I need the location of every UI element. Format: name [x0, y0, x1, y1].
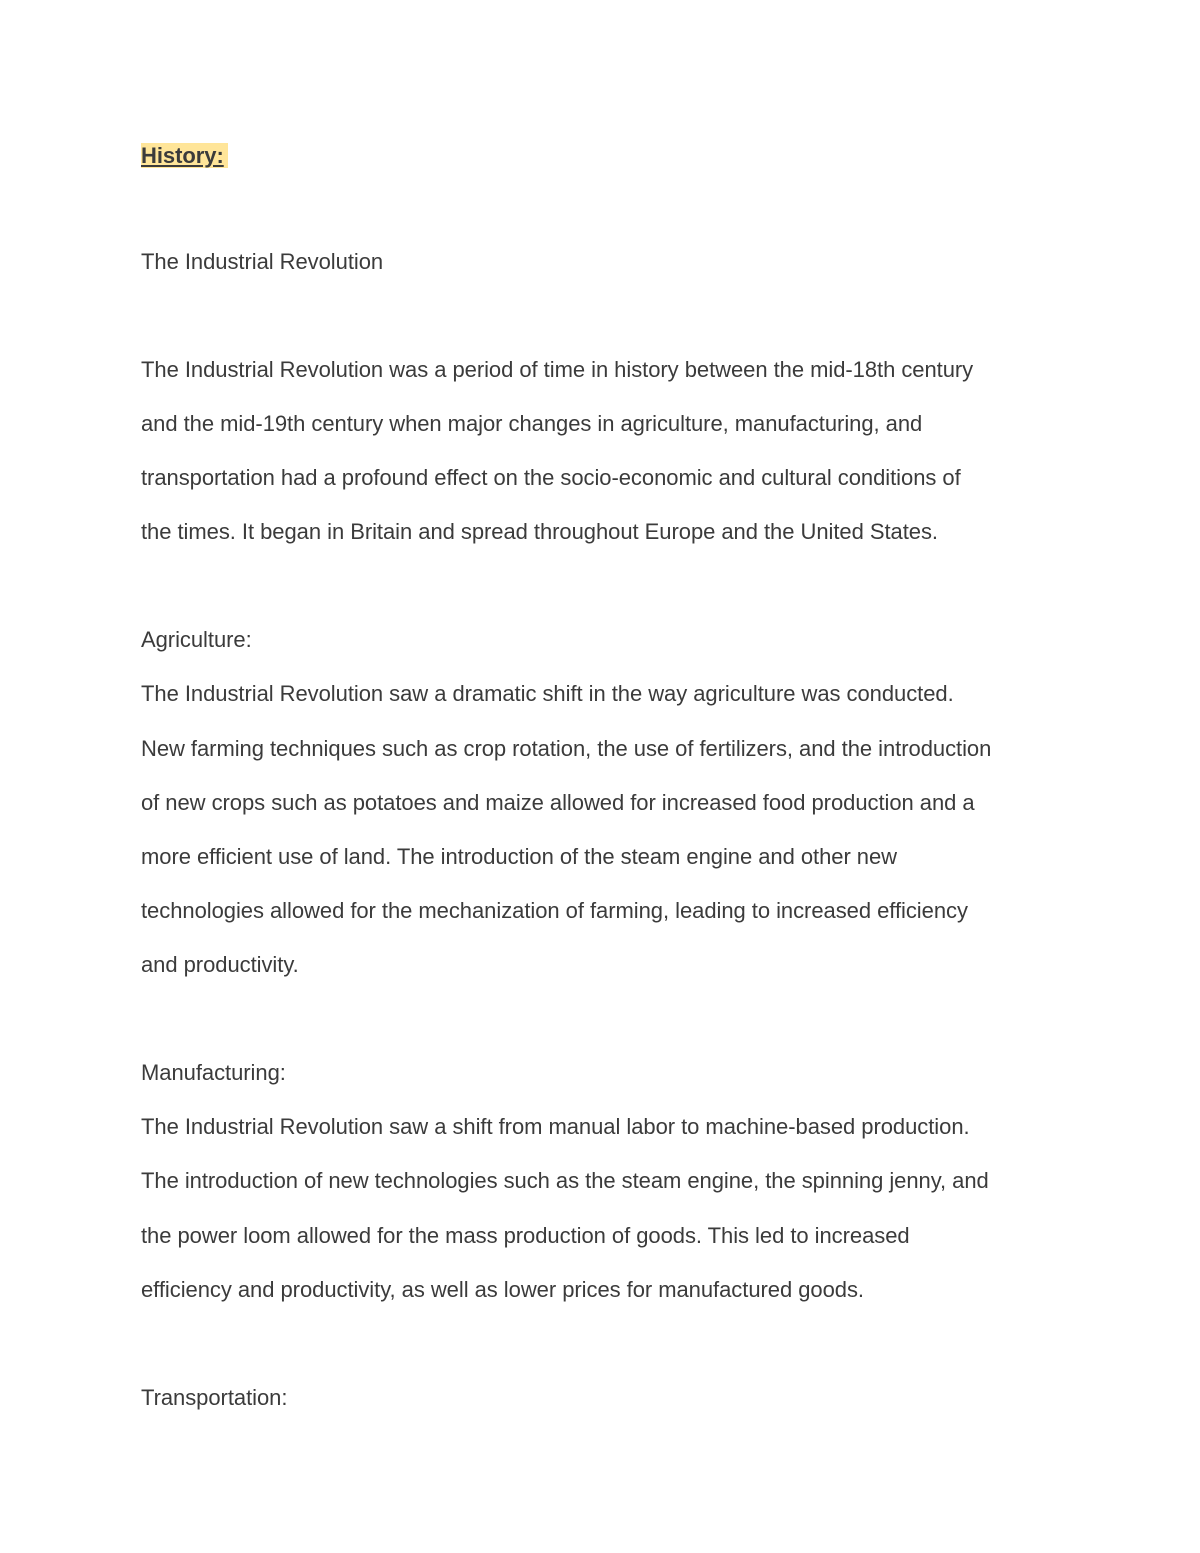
intro-line: the times. It began in Britain and spread throughout Europe and the United States. — [141, 519, 938, 544]
transportation-heading: Transportation: — [141, 1385, 288, 1410]
agriculture-heading: Agriculture: — [141, 627, 252, 652]
agriculture-line: and productivity. — [141, 952, 299, 977]
manufacturing-line: efficiency and productivity, as well as lower prices for manufactured goods. — [141, 1277, 864, 1302]
manufacturing-line: The Industrial Revolution saw a shift from manual labor to machine-based production. — [141, 1114, 970, 1139]
intro-line: The Industrial Revolution was a period of time in history between the mid-18th century — [141, 357, 974, 382]
section-heading-wrap — [141, 143, 228, 169]
manufacturing-heading: Manufacturing: — [141, 1060, 286, 1085]
intro-line: transportation had a profound effect on the socio-economic and cultural conditions of — [141, 465, 961, 490]
manufacturing-line: The introduction of new technologies such as the steam engine, the spinning jenny, and — [141, 1168, 989, 1193]
agriculture-line: of new crops such as potatoes and maize allowed for increased food production and a — [141, 790, 975, 815]
agriculture-line: The Industrial Revolution saw a dramatic shift in the way agriculture was conducted. — [141, 681, 954, 706]
agriculture-line: more efficient use of land. The introduction of the steam engine and other new — [141, 844, 897, 869]
intro-line: and the mid-19th century when major changes in agriculture, manufacturing, and — [141, 411, 923, 436]
agriculture-line: New farming techniques such as crop rotation, the use of fertilizers, and the introduction — [141, 736, 992, 761]
agriculture-line: technologies allowed for the mechanization of farming, leading to increased efficiency — [141, 898, 968, 923]
manufacturing-line: the power loom allowed for the mass production of goods. This led to increased — [141, 1223, 910, 1248]
document-title: The Industrial Revolution — [141, 249, 384, 274]
section-heading: History: — [141, 143, 228, 168]
